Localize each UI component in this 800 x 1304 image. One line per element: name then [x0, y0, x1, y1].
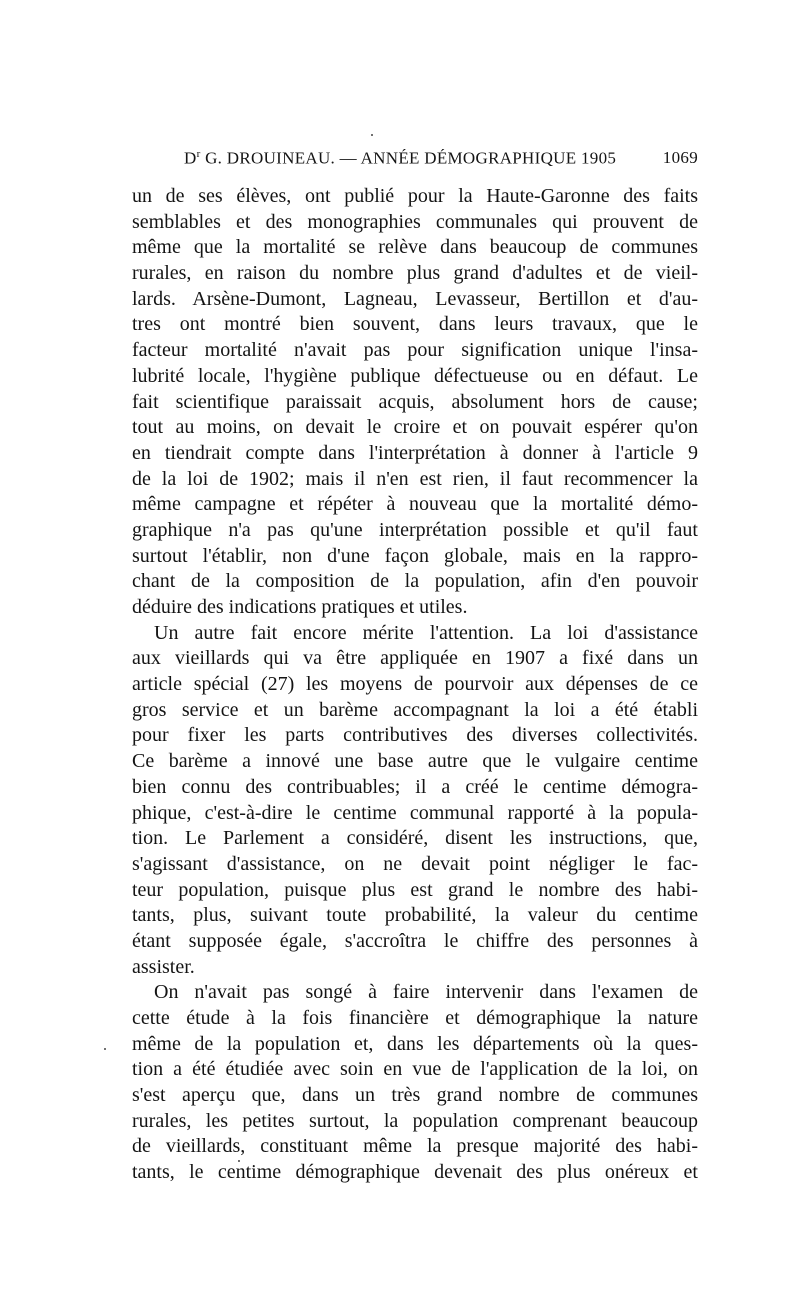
running-header	[132, 148, 698, 172]
text-line: même que la mortalité se relève dans beaucoup de communes	[132, 236, 698, 259]
header-journal-title: ANNÉE DÉMOGRAPHIQUE 1905	[360, 148, 617, 168]
text-line: tants, le centime démographique devenait des plus onéreux et	[132, 1161, 698, 1184]
paragraph-end-line: assister.	[132, 955, 195, 978]
text-line: lubrité locale, l'hygiène publique défectueuse ou en défaut. Le	[132, 364, 698, 387]
paragraph-end-line: déduire des indications pratiques et utiles.	[132, 596, 468, 618]
text-line: chant de la composition de la population, afin d'en pouvoir	[132, 570, 698, 593]
text-line: pour fixer les parts contributives des diverses collectivités.	[132, 724, 698, 747]
text-line: cette étude à la fois financière et démographique la nature	[132, 1007, 698, 1029]
page-number: 1069	[662, 148, 698, 167]
text-line: bien connu des contribuables; il a créé le centime démogra-	[132, 775, 698, 798]
print-speck	[371, 134, 373, 136]
author-prefix-sup: r	[196, 148, 201, 160]
text-line: Ce barème a innové une base autre que le vulgaire centime	[132, 750, 698, 773]
header-title: $D^r$ G. DROUINEAU. — ANNÉE DÉMOGRAPHIQUE 1905	[184, 148, 617, 168]
text-line: graphique n'a pas qu'une interprétation possible et qu'il faut	[132, 518, 698, 541]
text-line: aux vieillards qui va être appliquée en 1907 a fixé dans un	[132, 647, 698, 670]
text-line: surtout l'établir, non d'une façon globale, mais en la rappro-	[132, 544, 698, 567]
text-line: même campagne et répéter à nouveau que la mortalité démo-	[132, 493, 698, 516]
text-line: étant supposée égale, s'accroîtra le chiffre des personnes à	[132, 929, 698, 952]
text-line: tants, plus, suivant toute probabilité, la valeur du centime	[132, 904, 698, 927]
text-line: de la loi de 1902; mais il n'en est rien, il faut recommencer la	[132, 467, 698, 490]
header-author: G. DROUINEAU.	[205, 148, 336, 168]
text-line: article spécial (27) les moyens de pourvoir aux dépenses de ce	[132, 673, 698, 696]
print-speck	[104, 1048, 106, 1050]
paragraph-start-line: Un autre fait encore mérite l'attention. La loi d'assistance	[154, 621, 698, 644]
text-line: tout au moins, on devait le croire et on pouvait espérer qu'on	[132, 416, 698, 439]
paragraph-start-line: On n'avait pas songé à faire intervenir dans l'examen de	[154, 981, 698, 1004]
text-line: semblables et des monographies communales qui prouvent de	[132, 210, 698, 233]
text-line: un de ses élèves, ont publié pour la Haute-Garonne des faits	[132, 185, 698, 207]
text-line: même de la population et, dans les départements où la ques-	[132, 1032, 698, 1055]
text-line: rurales, les petites surtout, la population comprenant beaucoup	[132, 1109, 698, 1132]
text-line: fait scientifique paraissait acquis, absolument hors de cause;	[132, 390, 698, 413]
text-line: tion a été étudiée avec soin en vue de l'application de la loi, on	[132, 1058, 698, 1081]
body-text	[132, 184, 698, 1186]
text-line: tres ont montré bien souvent, dans leurs travaux, que le	[132, 313, 698, 336]
text-line: lards. Arsène-Dumont, Lagneau, Levasseur, Bertillon et d'au-	[132, 287, 698, 310]
text-line: gros service et un barème accompagnant la loi a été établi	[132, 698, 698, 721]
text-line: en tiendrait compte dans l'interprétation à donner à l'article 9	[132, 441, 698, 464]
text-line: facteur mortalité n'avait pas pour signification unique l'insa-	[132, 339, 698, 362]
text-line: teur population, puisque plus est grand le nombre des habi-	[132, 878, 698, 901]
text-line: tion. Le Parlement a considéré, disent les instructions, que,	[132, 827, 698, 850]
text-line: s'est aperçu que, dans un très grand nombre de communes	[132, 1084, 698, 1107]
text-line: rurales, en raison du nombre plus grand d'adultes et de vieil-	[132, 262, 698, 285]
text-line: s'agissant d'assistance, on ne devait point négliger le fac-	[132, 852, 698, 875]
text-line: de vieillards, constituant même la presque majorité des habi-	[132, 1135, 698, 1158]
text-line: phique, c'est-à-dire le centime communal rapporté à la popula-	[132, 801, 698, 824]
header-dash: —	[339, 148, 357, 168]
